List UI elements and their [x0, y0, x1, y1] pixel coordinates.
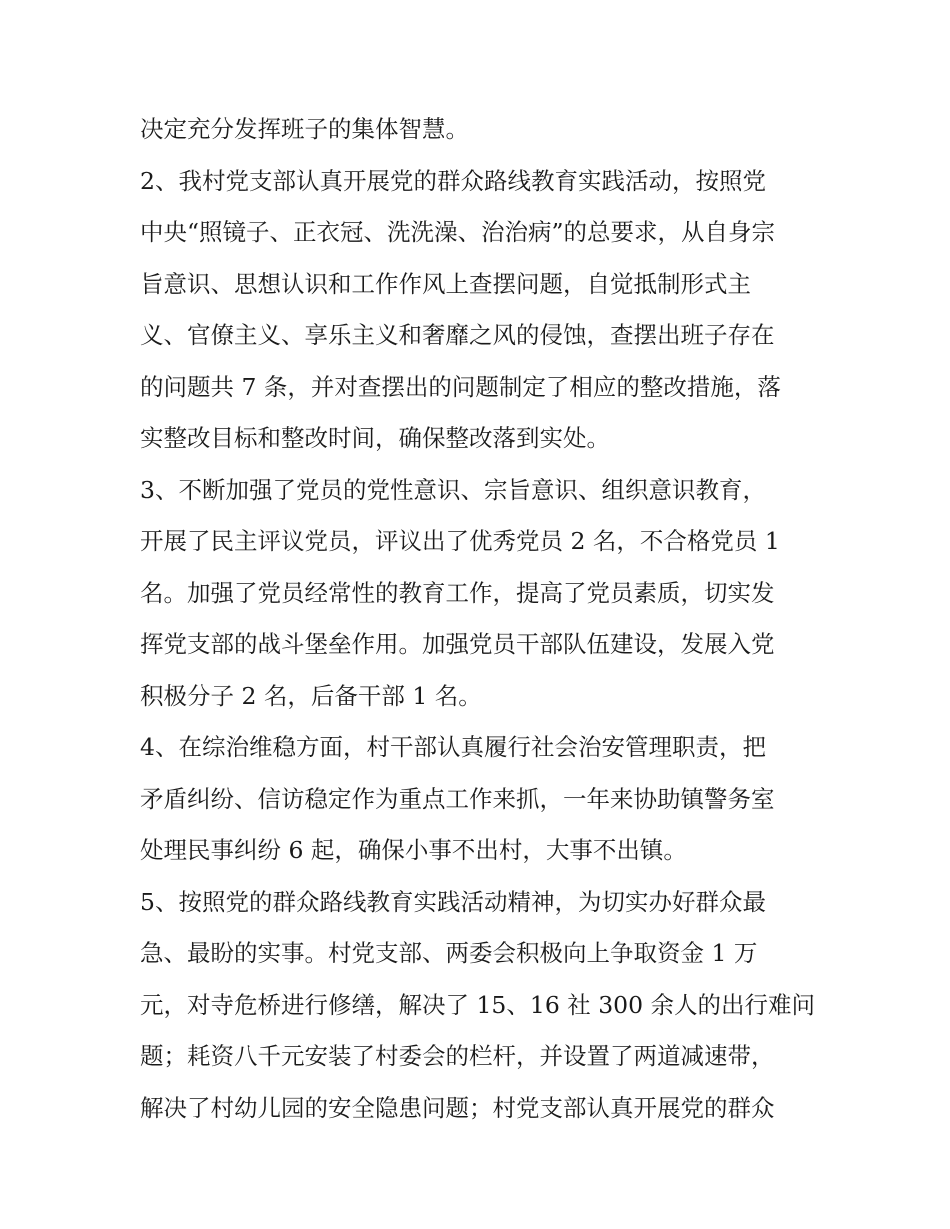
text-line: 元，对寺危桥进行修缮，解决了 15、16 社 300 余人的出行难问 — [140, 990, 816, 1019]
text-line: 积极分子 2 名，后备干部 1 名。 — [140, 681, 482, 710]
text-line: 2、我村党支部认真开展党的群众路线教育实践活动，按照党 — [140, 166, 766, 195]
text-line: 中央“照镜子、正衣冠、洗洗澡、治治病”的总要求，从自身宗 — [140, 218, 776, 246]
text-line: 旨意识、思想认识和工作作风上查摆问题，自觉抵制形式主 — [140, 269, 751, 298]
text-line: 处理民事纠纷 6 起，确保小事不出村，大事不出镇。 — [140, 836, 687, 864]
text-line: 题；耗资八千元安装了村委会的栏杆，并设置了两道减速带， — [140, 1042, 775, 1070]
text-line: 5、按照党的群众路线教育实践活动精神，为切实办好群众最 — [140, 887, 766, 916]
text-line: 开展了民主评议党员，评议出了优秀党员 2 名，不合格党员 1 — [140, 527, 780, 555]
text-line: 4、在综治维稳方面，村干部认真履行社会治安管理职责，把 — [140, 733, 766, 761]
text-line: 实整改目标和整改时间，确保整改落到实处。 — [140, 424, 610, 452]
text-line: 名。加强了党员经常性的教育工作，提高了党员素质，切实发 — [140, 578, 775, 607]
text-line: 矛盾纠纷、信访稳定作为重点工作来抓，一年来协助镇警务室 — [140, 784, 775, 813]
text-line: 急、最盼的实事。村党支部、两委会积极向上争取资金 1 万 — [140, 939, 758, 967]
document-body — [140, 104, 820, 1134]
text-line: 挥党支部的战斗堡垒作用。加强党员干部队伍建设，发展入党 — [140, 630, 775, 658]
text-line: 决定充分发挥班子的集体智慧。 — [140, 115, 469, 143]
text-line: 义、官僚主义、享乐主义和奢靡之风的侵蚀，查摆出班子存在 — [140, 321, 775, 349]
text-line: 3、不断加强了党员的党性意识、宗旨意识、组织意识教育， — [140, 475, 766, 504]
text-line: 的问题共 7 条，并对查摆出的问题制定了相应的整改措施，落 — [140, 372, 781, 401]
text-line: 解决了村幼儿园的安全隐患问题；村党支部认真开展党的群众 — [140, 1093, 775, 1122]
